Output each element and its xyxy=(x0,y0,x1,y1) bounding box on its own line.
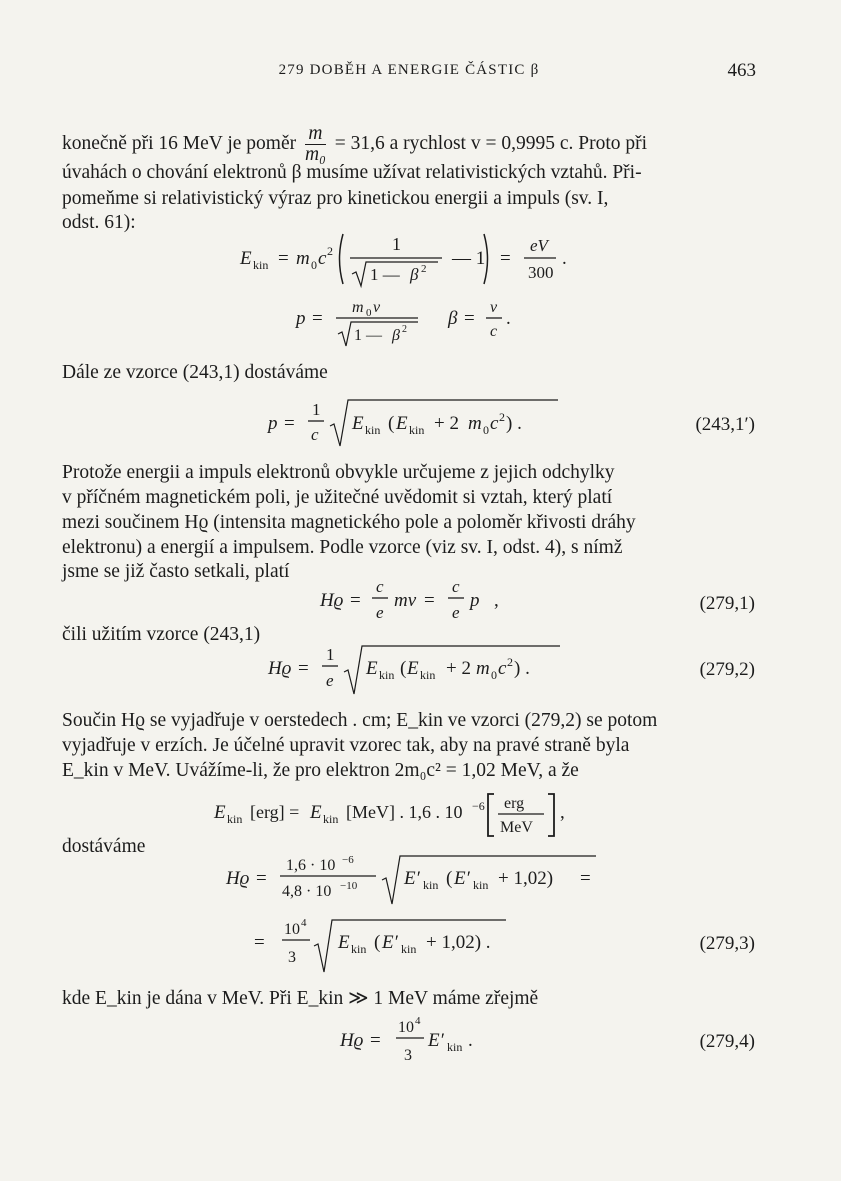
svg-text:kin: kin xyxy=(401,942,417,956)
svg-text:10: 10 xyxy=(284,921,300,938)
svg-text:m: m xyxy=(296,248,310,269)
svg-text:v: v xyxy=(373,299,381,316)
svg-text:=: = xyxy=(298,658,309,679)
svg-text:e: e xyxy=(376,603,384,622)
svg-text:.: . xyxy=(468,1030,473,1051)
svg-text:kin: kin xyxy=(351,942,367,956)
svg-text:kin: kin xyxy=(253,258,269,272)
svg-text:2: 2 xyxy=(421,263,427,275)
svg-text:β: β xyxy=(410,265,419,284)
svg-text:0: 0 xyxy=(366,307,372,319)
svg-text:Hϱ: Hϱ xyxy=(320,590,344,611)
paragraph-4: čili užitím vzorce (243,1) xyxy=(62,624,261,645)
svg-text:(: ( xyxy=(400,658,407,679)
svg-text:E′: E′ xyxy=(404,868,420,889)
equation-279-3-line-2 xyxy=(254,914,534,976)
svg-text:E: E xyxy=(214,802,226,823)
equation-number: (279,1) xyxy=(699,593,755,614)
mass-ratio-fraction xyxy=(305,124,326,165)
paragraph-1-line-1 xyxy=(62,124,647,165)
svg-text:=: = xyxy=(500,248,511,269)
svg-text:1: 1 xyxy=(326,645,335,664)
svg-text:kin: kin xyxy=(423,878,439,892)
page-number: 463 xyxy=(727,60,756,81)
svg-text:2: 2 xyxy=(327,244,333,258)
svg-text:,: , xyxy=(560,802,565,823)
paragraph-5-line-3: E_kin v MeV. Uvážíme-li, že pro elektron 2m₀c² = 1,02 MeV, a že xyxy=(62,760,579,781)
equation-graphic xyxy=(214,788,634,840)
svg-text:m: m xyxy=(468,413,482,434)
paragraph-3-line-2: v příčném magnetickém poli, je užitečné uvědomit si vztah, který platí xyxy=(62,487,613,508)
paragraph-3-line-4: elektronu) a energií a impulsem. Podle vzorce (viz sv. I, odst. 4), s nímž xyxy=(62,537,623,558)
equation-graphic xyxy=(320,576,530,628)
svg-text:−10: −10 xyxy=(340,880,358,892)
svg-text:0: 0 xyxy=(483,423,489,437)
equation-energy-conversion xyxy=(214,788,634,840)
svg-text:10: 10 xyxy=(398,1019,414,1036)
svg-text:=: = xyxy=(254,932,265,953)
svg-text:2: 2 xyxy=(402,324,407,335)
svg-text:+ 2: + 2 xyxy=(446,658,471,679)
svg-text:+ 1,02): + 1,02) xyxy=(498,868,554,889)
equation-momentum xyxy=(296,294,536,352)
svg-text:eV: eV xyxy=(530,236,548,255)
svg-text:c: c xyxy=(311,425,319,444)
svg-text:4: 4 xyxy=(415,1015,421,1027)
paragraph-2: Dále ze vzorce (243,1) dostáváme xyxy=(62,362,328,383)
svg-text:=: = xyxy=(464,308,475,329)
svg-text:1 —: 1 — xyxy=(370,265,400,284)
equation-graphic xyxy=(226,850,606,910)
svg-text:e: e xyxy=(326,671,334,690)
equation-279-1 xyxy=(320,576,530,628)
svg-text:Hϱ: Hϱ xyxy=(226,868,250,889)
svg-text:4,8 · 10: 4,8 · 10 xyxy=(282,883,332,900)
svg-text:+ 1,02) .: + 1,02) . xyxy=(426,932,491,953)
svg-text:−6: −6 xyxy=(472,799,485,813)
svg-text:e: e xyxy=(452,603,460,622)
paragraph-5-line-1: Součin Hϱ se vyjadřuje v oerstedech . cm; E_kin ve vzorci (279,2) se potom xyxy=(62,710,658,731)
svg-text:c: c xyxy=(318,248,327,269)
svg-text:— 1: — 1 xyxy=(452,248,486,269)
svg-text:1 —: 1 — xyxy=(354,327,382,344)
svg-text:0: 0 xyxy=(311,258,317,272)
svg-text:3: 3 xyxy=(404,1047,412,1064)
svg-text:(: ( xyxy=(446,868,453,889)
svg-text:kin: kin xyxy=(227,812,243,826)
svg-text:β: β xyxy=(392,327,400,344)
svg-text:erg: erg xyxy=(504,795,525,812)
equation-graphic xyxy=(268,396,568,452)
chapter-title: 279 DOBĚH A ENERGIE ČÁSTIC β xyxy=(278,62,540,78)
svg-text:m: m xyxy=(476,658,490,679)
paragraph-1-line-4: odst. 61): xyxy=(62,212,136,233)
svg-text:.: . xyxy=(562,248,567,269)
svg-text:v: v xyxy=(490,299,498,316)
svg-text:(: ( xyxy=(374,932,381,953)
svg-text:4: 4 xyxy=(301,917,307,929)
svg-text:E′: E′ xyxy=(382,932,398,953)
svg-text:Hϱ: Hϱ xyxy=(268,658,292,679)
svg-text:kin: kin xyxy=(379,668,395,682)
equation-graphic xyxy=(340,1014,500,1074)
svg-text:E′: E′ xyxy=(454,868,470,889)
svg-text:c: c xyxy=(376,577,384,596)
svg-text:E: E xyxy=(366,658,378,679)
svg-text:p: p xyxy=(470,590,480,611)
paragraph-5-line-2: vyjadřuje v erzích. Je účelné upravit vzorec tak, aby na pravé straně byla xyxy=(62,735,630,756)
svg-text:300: 300 xyxy=(528,263,554,282)
svg-text:[erg] =: [erg] = xyxy=(250,802,300,822)
svg-text:E: E xyxy=(310,802,322,823)
svg-text:1: 1 xyxy=(392,234,401,254)
svg-text:Hϱ: Hϱ xyxy=(340,1030,364,1051)
svg-text:E: E xyxy=(396,413,408,434)
svg-text:2: 2 xyxy=(499,410,505,424)
equation-graphic xyxy=(240,228,600,290)
svg-text:=: = xyxy=(256,868,267,889)
svg-text:E: E xyxy=(352,413,364,434)
equation-kinetic-energy xyxy=(240,228,600,290)
svg-text:mv: mv xyxy=(394,590,417,611)
paragraph-1-line-2: úvahách o chování elektronů β musíme užívat relativistických vztahů. Při- xyxy=(62,162,642,183)
svg-text:kin: kin xyxy=(323,812,339,826)
svg-text:2: 2 xyxy=(507,655,513,669)
svg-text:(: ( xyxy=(388,413,395,434)
svg-text:kin: kin xyxy=(365,423,381,437)
svg-text:c: c xyxy=(452,577,460,596)
equation-243-1-prime xyxy=(268,396,568,452)
equation-279-4 xyxy=(340,1014,500,1074)
svg-text:=: = xyxy=(284,413,295,434)
svg-text:) .: ) . xyxy=(506,413,522,434)
equation-graphic xyxy=(254,914,534,976)
svg-text:1,6 · 10: 1,6 · 10 xyxy=(286,857,336,874)
svg-text:0: 0 xyxy=(491,668,497,682)
equation-graphic xyxy=(268,642,568,698)
svg-text:,: , xyxy=(494,590,499,611)
equation-279-3-line-1 xyxy=(226,850,606,910)
svg-text:=: = xyxy=(350,590,361,611)
paragraph-3-line-3: mezi součinem Hϱ (intensita magnetického pole a poloměr křivosti dráhy xyxy=(62,512,636,533)
paragraph-7: kde E_kin je dána v MeV. Při E_kin ≫ 1 MeV máme zřejmě xyxy=(62,988,539,1009)
svg-text:kin: kin xyxy=(447,1040,463,1054)
svg-text:m: m xyxy=(352,299,364,316)
svg-text:−6: −6 xyxy=(342,854,354,866)
svg-text:kin: kin xyxy=(473,878,489,892)
svg-text:kin: kin xyxy=(409,423,425,437)
svg-text:.: . xyxy=(506,308,511,329)
svg-text:=: = xyxy=(424,590,435,611)
svg-text:c: c xyxy=(490,413,499,434)
svg-text:=: = xyxy=(312,308,323,329)
equation-number: (243,1′) xyxy=(695,414,755,435)
svg-text:3: 3 xyxy=(288,949,296,966)
text-run: konečně při 16 MeV je poměr xyxy=(62,132,297,154)
svg-text:=: = xyxy=(370,1030,381,1051)
equation-number: (279,2) xyxy=(699,659,755,680)
equation-279-2 xyxy=(268,642,568,698)
svg-text:c: c xyxy=(498,658,507,679)
svg-text:p: p xyxy=(268,413,278,434)
text-run: = 31,6 a rychlost v = 0,9995 c. Proto při xyxy=(334,132,648,154)
paragraph-1-line-3: pomeňme si relativistický výraz pro kinetickou energii a impuls (sv. I, xyxy=(62,188,609,209)
fraction-numerator: m xyxy=(305,124,326,145)
svg-text:kin: kin xyxy=(420,668,436,682)
svg-text:=: = xyxy=(278,248,289,269)
equation-number: (279,3) xyxy=(699,933,755,954)
svg-text:+ 2: + 2 xyxy=(434,413,459,434)
svg-text:E: E xyxy=(338,932,350,953)
equation-number: (279,4) xyxy=(699,1031,755,1052)
svg-text:c: c xyxy=(490,323,498,340)
svg-text:E: E xyxy=(407,658,419,679)
svg-text:E: E xyxy=(240,248,252,269)
svg-text:E′: E′ xyxy=(428,1030,444,1051)
svg-text:1: 1 xyxy=(312,400,321,419)
fraction-denominator: m₀ xyxy=(305,144,326,165)
svg-text:) .: ) . xyxy=(514,658,530,679)
svg-text:β: β xyxy=(448,308,458,329)
paragraph-3-line-5: jsme se již často setkali, platí xyxy=(62,561,290,582)
svg-text:[MeV] . 1,6 . 10: [MeV] . 1,6 . 10 xyxy=(346,802,463,822)
svg-text:p: p xyxy=(296,308,306,329)
equation-graphic xyxy=(296,294,536,352)
running-header xyxy=(62,62,756,84)
svg-text:=: = xyxy=(580,868,591,889)
paragraph-3-line-1: Protože energii a impuls elektronů obvykle určujeme z jejich odchylky xyxy=(62,462,615,483)
svg-text:MeV: MeV xyxy=(500,819,533,836)
paragraph-6: dostáváme xyxy=(62,836,146,857)
